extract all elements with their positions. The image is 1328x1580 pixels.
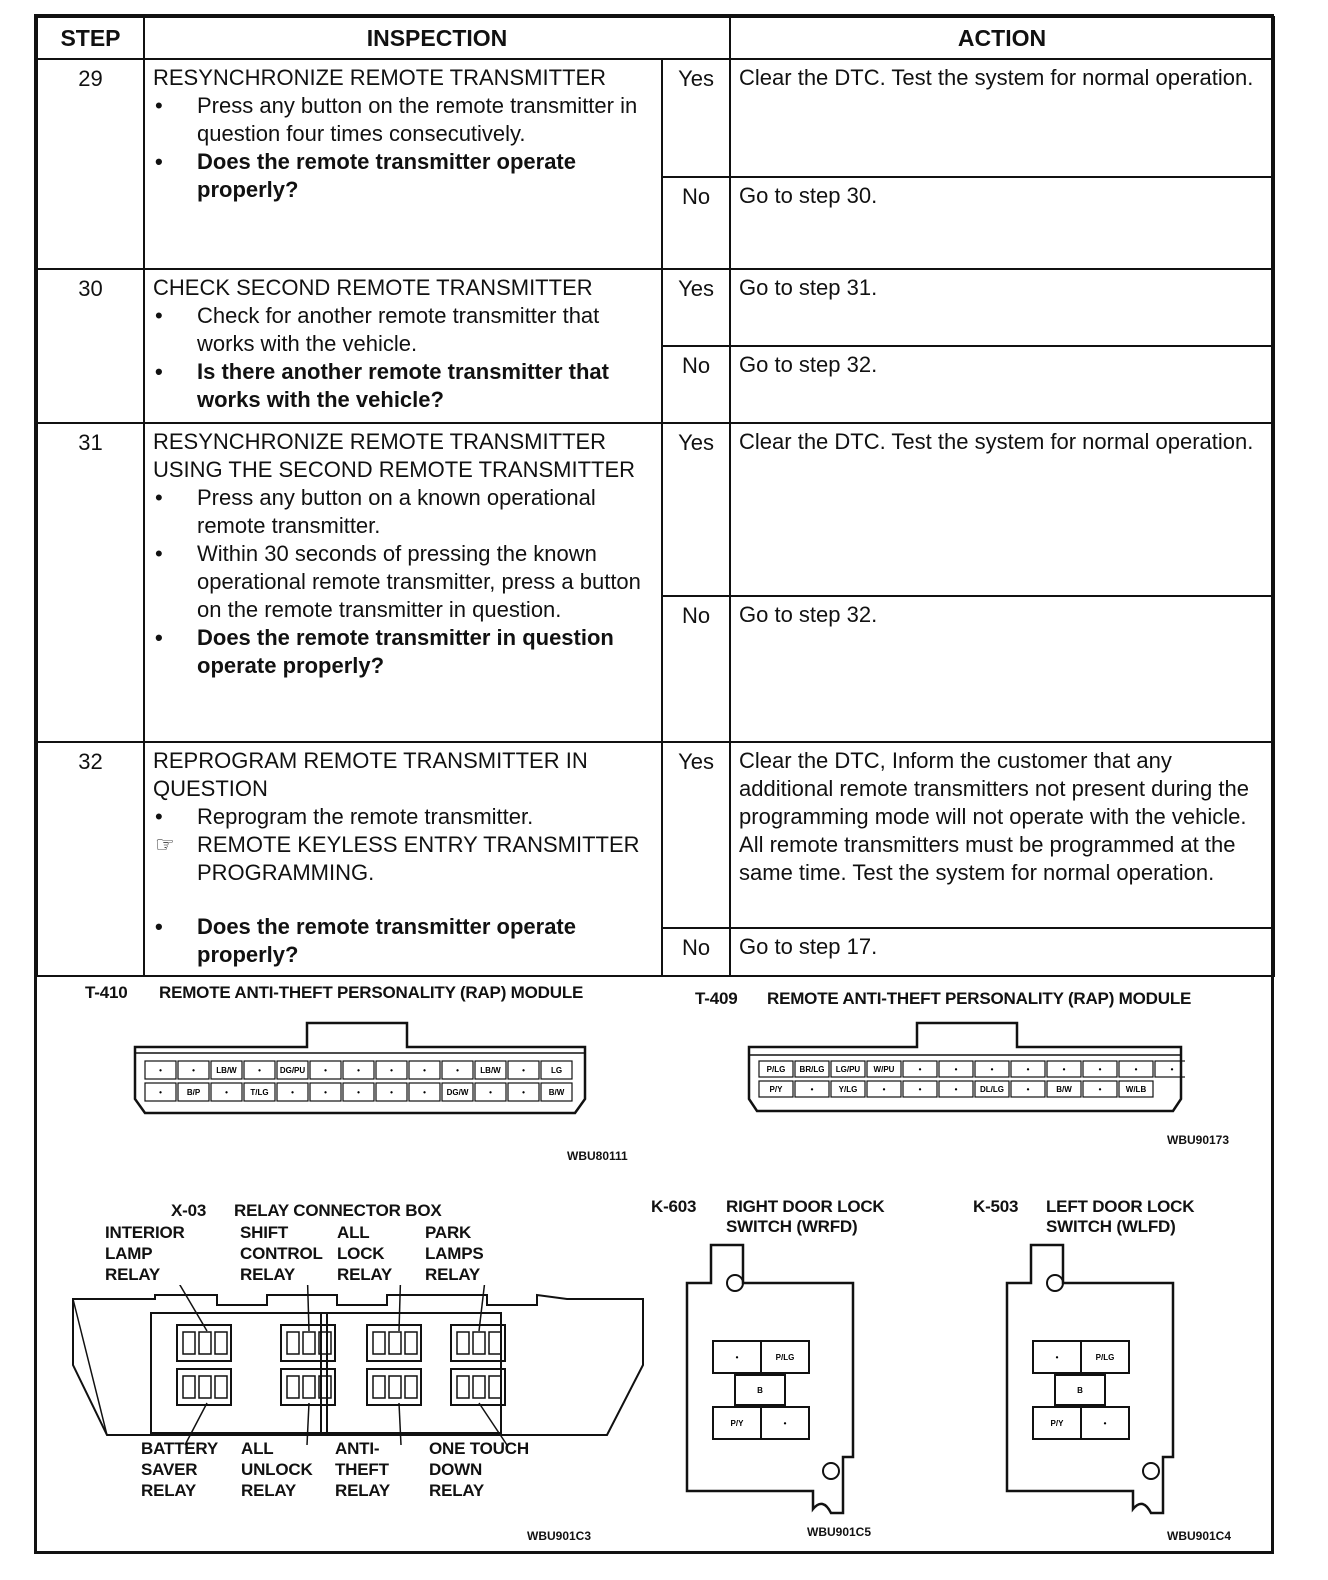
relay-label: LAMPS xyxy=(425,1244,484,1263)
step-number: 30 xyxy=(37,269,144,423)
switch-pin-label: • xyxy=(735,1353,739,1362)
pin-label: W/LB xyxy=(1125,1085,1147,1094)
pin-label: • xyxy=(258,1066,261,1075)
k503-code: WBU901C4 xyxy=(1167,1529,1232,1543)
connector-figures xyxy=(37,977,1274,1557)
pin-label: • xyxy=(159,1066,162,1075)
bullet-icon: • xyxy=(155,149,163,174)
pin-label: • xyxy=(357,1088,360,1097)
pin-label: DL/LG xyxy=(980,1085,1004,1094)
switch-pin-label: P/LG xyxy=(775,1353,795,1362)
t410-code: WBU80111 xyxy=(567,1149,628,1163)
pointing-hand-icon: ☞ xyxy=(155,832,175,857)
relay-terminal xyxy=(287,1332,299,1354)
pin-label: • xyxy=(1098,1085,1102,1094)
relay-terminal xyxy=(215,1332,227,1354)
pin-label: • xyxy=(918,1085,922,1094)
relay-terminal xyxy=(389,1332,401,1354)
pin-label: • xyxy=(390,1088,393,1097)
k603-code: WBU901C5 xyxy=(807,1525,872,1539)
pin-label: • xyxy=(990,1065,994,1074)
k603-switch xyxy=(681,1241,861,1521)
relay-label: SHIFT xyxy=(240,1223,289,1242)
header-step: STEP xyxy=(37,17,144,59)
switch-pin-label: B xyxy=(1077,1386,1083,1395)
x03-title: RELAY CONNECTOR BOX xyxy=(234,1201,442,1220)
yes-label: Yes xyxy=(662,423,730,596)
inspection-text: Does the remote transmitter operate properly? xyxy=(197,914,576,967)
pin-label: LG xyxy=(550,1066,563,1075)
pin-label: LG/PU xyxy=(835,1065,861,1074)
pin-label: • xyxy=(159,1088,162,1097)
yes-label: Yes xyxy=(662,742,730,928)
diagnostic-sheet xyxy=(34,14,1274,1554)
t409-title: REMOTE ANTI-THEFT PERSONALITY (RAP) MODULE xyxy=(767,989,1192,1008)
relay-terminal xyxy=(405,1332,417,1354)
no-label: No xyxy=(662,596,730,742)
relay-label: RELAY xyxy=(425,1265,481,1284)
inspection-cell xyxy=(144,742,662,976)
relay-terminal xyxy=(457,1332,469,1354)
relay-label: ALL xyxy=(241,1439,274,1458)
bullet-icon: • xyxy=(155,93,163,118)
no-action: Go to step 17. xyxy=(730,928,1274,976)
x03-relay-box xyxy=(67,1285,647,1453)
switch-pin-label: • xyxy=(1055,1353,1059,1362)
k603-id: K-603 xyxy=(651,1197,697,1216)
inspection-question xyxy=(153,148,653,204)
no-label: No xyxy=(662,346,730,423)
relay-label: ONE TOUCH xyxy=(429,1439,529,1458)
pin-label: B/P xyxy=(186,1088,201,1097)
inspection-step xyxy=(153,803,653,831)
x03-code: WBU901C3 xyxy=(527,1529,592,1543)
relay-label: LAMP xyxy=(105,1244,153,1263)
relay-socket xyxy=(177,1325,231,1361)
relay-terminal xyxy=(489,1332,501,1354)
relay-terminal xyxy=(389,1376,401,1398)
bullet-icon: • xyxy=(155,914,163,939)
t409-id: T-409 xyxy=(695,989,738,1008)
no-label: No xyxy=(662,928,730,976)
inspection-text: Does the remote transmitter in question operate properly? xyxy=(197,625,614,678)
pin-label: • xyxy=(1026,1065,1030,1074)
relay-terminal xyxy=(303,1332,315,1354)
relay-terminal xyxy=(373,1332,385,1354)
no-label: No xyxy=(662,177,730,269)
inspection-text: Check for another remote transmitter that works with the vehicle. xyxy=(197,303,600,356)
header-inspection: INSPECTION xyxy=(144,17,730,59)
pin-label: • xyxy=(1134,1065,1138,1074)
inspection-question xyxy=(153,624,653,680)
inspection-step xyxy=(153,540,653,624)
inspection-cell xyxy=(144,59,662,269)
pin-label: • xyxy=(882,1085,886,1094)
t410-id: T-410 xyxy=(85,983,128,1002)
no-action: Go to step 32. xyxy=(730,596,1274,742)
relay-label: INTERIOR xyxy=(105,1223,185,1242)
bullet-icon: • xyxy=(155,359,163,384)
relay-label: PARK xyxy=(425,1223,472,1242)
relay-terminal xyxy=(199,1376,211,1398)
pin-label: • xyxy=(522,1066,525,1075)
inspection-step xyxy=(153,831,653,887)
pin-label: Y/LG xyxy=(838,1085,858,1094)
inspection-question xyxy=(153,358,653,414)
bullet-icon: • xyxy=(155,625,163,650)
relay-terminal xyxy=(457,1376,469,1398)
pin-label: • xyxy=(423,1088,426,1097)
pin-label: • xyxy=(1170,1065,1174,1074)
pinpoint-test-table xyxy=(36,16,1275,977)
k603-title-1: RIGHT DOOR LOCK xyxy=(726,1197,885,1216)
k503-title-1: LEFT DOOR LOCK xyxy=(1046,1197,1195,1216)
pin-label: • xyxy=(291,1088,294,1097)
pin-label: DG/W xyxy=(446,1088,469,1097)
pin-label: • xyxy=(192,1066,195,1075)
t409-code: WBU90173 xyxy=(1167,1133,1230,1147)
pin-label: • xyxy=(954,1065,958,1074)
yes-action: Clear the DTC. Test the system for normal operation. xyxy=(730,59,1274,177)
k503-switch xyxy=(1001,1241,1181,1521)
pin-label: BR/LG xyxy=(799,1065,825,1074)
inspection-title: RESYNCHRONIZE REMOTE TRANSMITTER USING THE SECOND REMOTE TRANSMITTER xyxy=(153,429,636,482)
bullet-icon: • xyxy=(155,303,163,328)
relay-label: CONTROL xyxy=(240,1244,323,1263)
inspection-text: Press any button on a known operational remote transmitter. xyxy=(197,485,596,538)
relay-terminal xyxy=(215,1376,227,1398)
inspection-title: RESYNCHRONIZE REMOTE TRANSMITTER xyxy=(153,65,607,90)
inspection-text: REMOTE KEYLESS ENTRY TRANSMITTER PROGRAMMING. xyxy=(197,832,640,885)
pin-label: • xyxy=(954,1085,958,1094)
relay-label: RELAY xyxy=(335,1481,391,1500)
inspection-cell xyxy=(144,423,662,742)
relay-socket xyxy=(451,1369,505,1405)
inspection-step xyxy=(153,92,653,148)
pin-label: DG/PU xyxy=(279,1066,306,1075)
pin-label: • xyxy=(522,1088,525,1097)
relay-label: RELAY xyxy=(337,1265,393,1284)
pin-label: T/LG xyxy=(250,1088,269,1097)
relay-terminal xyxy=(287,1376,299,1398)
inspection-text: Is there another remote transmitter that works with the vehicle? xyxy=(197,359,609,412)
relay-terminal xyxy=(405,1376,417,1398)
inspection-title: CHECK SECOND REMOTE TRANSMITTER xyxy=(153,275,593,300)
step-number: 32 xyxy=(37,742,144,976)
yes-label: Yes xyxy=(662,269,730,346)
table-header-row xyxy=(37,17,1274,59)
relay-label: THEFT xyxy=(335,1460,389,1479)
pin-label: • xyxy=(1062,1065,1066,1074)
pin-label: • xyxy=(357,1066,360,1075)
step-number: 29 xyxy=(37,59,144,269)
relay-label: ALL xyxy=(337,1223,370,1242)
relay-terminal xyxy=(183,1376,195,1398)
switch-pin-label: P/LG xyxy=(1095,1353,1115,1362)
step-number: 31 xyxy=(37,423,144,742)
pin-label: P/LG xyxy=(766,1065,786,1074)
inspection-text: Press any button on the remote transmitter in question four times consecutively. xyxy=(197,93,638,146)
relay-socket xyxy=(451,1325,505,1361)
relay-terminal xyxy=(303,1376,315,1398)
pin-label: • xyxy=(324,1066,327,1075)
pin-label: B/W xyxy=(548,1088,565,1097)
relay-terminal xyxy=(473,1376,485,1398)
switch-pin-label: B xyxy=(757,1386,763,1395)
pin-label: • xyxy=(324,1088,327,1097)
inspection-title: REPROGRAM REMOTE TRANSMITTER IN QUESTION xyxy=(153,748,588,801)
switch-pin-label: • xyxy=(783,1419,787,1428)
relay-terminal xyxy=(199,1332,211,1354)
relay-socket xyxy=(177,1369,231,1405)
pin-label: LB/W xyxy=(216,1066,237,1075)
header-action: ACTION xyxy=(730,17,1274,59)
x03-id: X-03 xyxy=(171,1201,207,1220)
relay-label: LOCK xyxy=(337,1244,385,1263)
pin-label: • xyxy=(918,1065,922,1074)
yes-label: Yes xyxy=(662,59,730,177)
relay-terminal xyxy=(473,1332,485,1354)
relay-terminal xyxy=(373,1376,385,1398)
bullet-icon: • xyxy=(155,541,163,566)
inspection-text: Does the remote transmitter operate properly? xyxy=(197,149,576,202)
switch-pin-label: P/Y xyxy=(1050,1419,1064,1428)
relay-label: UNLOCK xyxy=(241,1460,313,1479)
k503-title-2: SWITCH (WLFD) xyxy=(1046,1217,1176,1236)
inspection-text: Within 30 seconds of pressing the known operational remote transmitter, press a button on the remote transmitter in question. xyxy=(197,541,641,622)
inspection-step xyxy=(153,484,653,540)
t409-connector xyxy=(745,1021,1185,1117)
step-row-yes xyxy=(37,269,1274,346)
relay-label: RELAY xyxy=(141,1481,197,1500)
switch-pin-label: P/Y xyxy=(730,1419,744,1428)
t410-title: REMOTE ANTI-THEFT PERSONALITY (RAP) MODULE xyxy=(159,983,584,1002)
relay-label: DOWN xyxy=(429,1460,483,1479)
relay-socket xyxy=(367,1325,421,1361)
relay-label: RELAY xyxy=(105,1265,161,1284)
relay-socket xyxy=(367,1369,421,1405)
inspection-cell xyxy=(144,269,662,423)
inspection-text: Reprogram the remote transmitter. xyxy=(197,804,534,829)
k603-title-2: SWITCH (WRFD) xyxy=(726,1217,858,1236)
pin-label: P/Y xyxy=(769,1085,783,1094)
pin-label: B/W xyxy=(1056,1085,1072,1094)
switch-pin-label: • xyxy=(1103,1419,1107,1428)
t410-connector xyxy=(129,1021,589,1117)
pin-label: • xyxy=(390,1066,393,1075)
bullet-icon: • xyxy=(155,485,163,510)
relay-terminal xyxy=(183,1332,195,1354)
pin-label: W/PU xyxy=(873,1065,895,1074)
pin-label: LB/W xyxy=(480,1066,501,1075)
step-row-yes xyxy=(37,59,1274,177)
relay-label: BATTERY xyxy=(141,1439,218,1458)
pin-label: • xyxy=(1098,1065,1102,1074)
yes-action: Go to step 31. xyxy=(730,269,1274,346)
relay-label: RELAY xyxy=(429,1481,485,1500)
pin-label: • xyxy=(225,1088,228,1097)
yes-action: Clear the DTC. Test the system for normal operation. xyxy=(730,423,1274,596)
relay-label: RELAY xyxy=(240,1265,296,1284)
inspection-step xyxy=(153,302,653,358)
relay-label: ANTI- xyxy=(335,1439,380,1458)
pin-label: • xyxy=(423,1066,426,1075)
yes-action: Clear the DTC, Inform the customer that any additional remote transmitters not present during the programming mode will not operate with the vehicle. All remote transmitters must be programmed at the same time. Test the system for normal operation. xyxy=(730,742,1274,928)
relay-label: RELAY xyxy=(241,1481,297,1500)
pin-label: • xyxy=(456,1066,459,1075)
pin-label: • xyxy=(1026,1085,1030,1094)
relay-label: SAVER xyxy=(141,1460,198,1479)
step-row-yes xyxy=(37,742,1274,928)
no-action: Go to step 32. xyxy=(730,346,1274,423)
relay-terminal xyxy=(489,1376,501,1398)
pin-label: • xyxy=(489,1088,492,1097)
no-action: Go to step 30. xyxy=(730,177,1274,269)
step-row-yes xyxy=(37,423,1274,596)
pin-label: • xyxy=(810,1085,814,1094)
inspection-question xyxy=(153,913,653,969)
bullet-icon: • xyxy=(155,804,163,829)
k503-id: K-503 xyxy=(973,1197,1019,1216)
